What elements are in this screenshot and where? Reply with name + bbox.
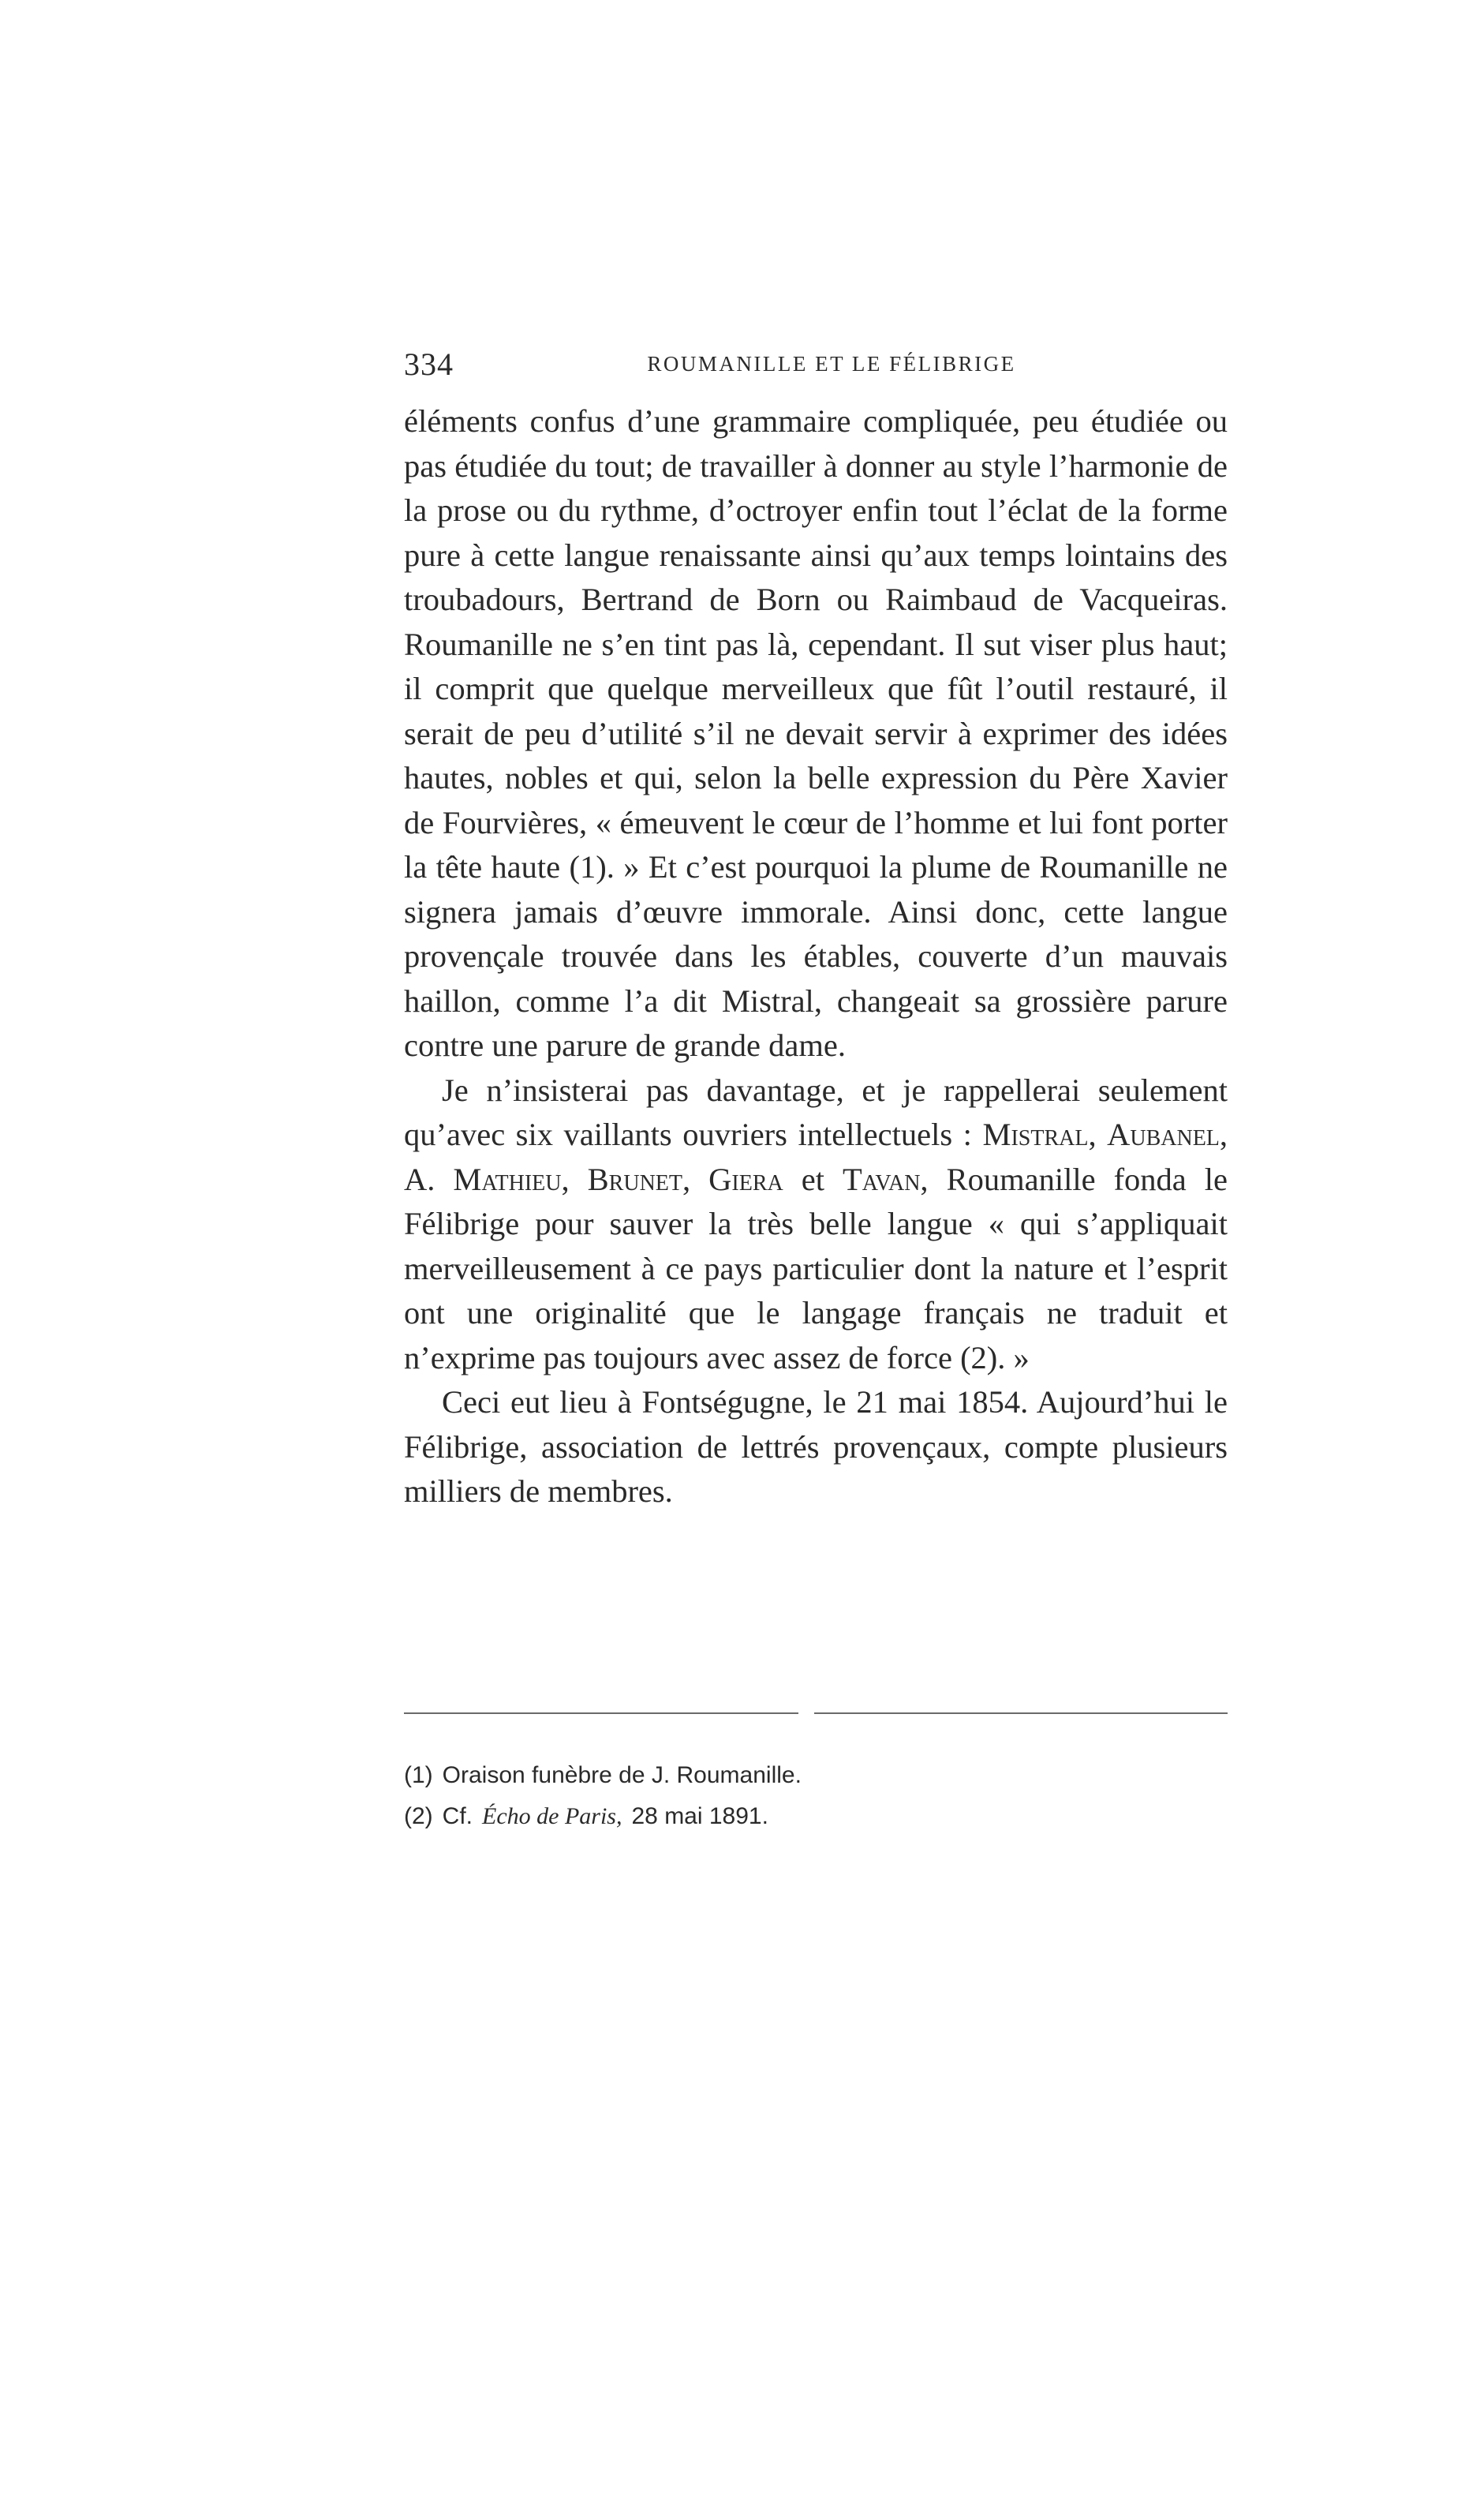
paragraph-3: Ceci eut lieu à Fontségugne, le 21 mai 1854. Aujourd’hui le Félibrige, association de lettrés provençaux, compte plusieurs milliers de membres. [404, 1384, 1228, 1509]
footnote-2-prefix: Cf. [442, 1803, 473, 1829]
paragraph-2-rest: Roumanille fonda le Félibrige pour sauver la très belle langue « qui s’appliquait merveilleusement à ce pays particulier dont la nature et l’esprit ont une originalité que le langage français ne traduit et n’exprime pas toujours avec assez de force (2). » [404, 1161, 1228, 1375]
name-mistral: Mistral [982, 1117, 1089, 1152]
page-header [404, 346, 1228, 393]
page-number: 334 [404, 346, 454, 382]
footnotes [404, 1755, 1228, 1837]
separator-rule-left [404, 1712, 798, 1714]
name-aubanel: Aubanel [1107, 1117, 1220, 1152]
footnote-separator [404, 1712, 1228, 1716]
name-giera: Giera [708, 1161, 783, 1197]
footnote-2 [404, 1796, 1228, 1837]
footnote-2-suffix: 28 mai 1891. [631, 1803, 768, 1829]
paragraph-2-intro: Je n’insisterai pas davantage, et je rappellerai seulement qu’avec six vaillants ouvriers intellectuels : [404, 1072, 1228, 1152]
footnote-2-marker: (2) [404, 1803, 433, 1829]
name-tavan: Tavan [843, 1161, 921, 1197]
running-title: ROUMANILLE ET LE FÉLIBRIGE [647, 352, 1016, 376]
body-text [404, 399, 1228, 1514]
paragraph-2: Je n’insisterai pas davantage, et je rappellerai seulement qu’avec six vaillants ouvriers intellectuels : Mistral, Aubanel, A. Mathieu, Brunet, Giera et Tavan, Roumanille fonda le Félibrige pour sauver la très belle langue « qui s’appliquait merveilleusement à ce pays particulier dont la nature et l’esprit ont une originalité que le langage français ne traduit et n’exprime pas toujours avec assez de force (2). » [404, 1072, 1228, 1375]
footnote-1-text: Oraison funèbre de J. Roumanille. [442, 1762, 802, 1788]
footnote-2-title: Écho de Paris, [482, 1803, 622, 1829]
footnote-1-marker: (1) [404, 1762, 433, 1788]
paragraph-1: éléments confus d’une grammaire compliquée, peu étudiée ou pas étudiée du tout; de travailler à donner au style l’harmonie de la prose ou du rythme, d’octroyer enfin tout l’éclat de la forme pure à cette langue renaissante ainsi qu’aux temps lointains des troubadours, Bertrand de Born ou Raimbaud de Vacqueiras. Roumanille ne s’en tint pas là, cependant. Il sut viser plus haut; il comprit que quelque merveilleux que fût l’outil restauré, il serait de peu d’utilité s’il ne devait servir à exprimer des idées hautes, nobles et qui, selon la belle expression du Père Xavier de Fourvières, « émeuvent le cœur de l’homme et lui font porter la tête haute (1). » Et c’est pourquoi la plume de Roumanille ne signera jamais d’œuvre immorale. Ainsi donc, cette langue provençale trouvée dans les étables, couverte d’un mauvais haillon, comme l’a dit Mistral, changeait sa grossière parure contre une parure de grande dame. [404, 403, 1228, 1063]
separator-rule-right [814, 1712, 1228, 1714]
name-mathieu: A. Mathieu [404, 1161, 562, 1197]
name-brunet: Brunet [587, 1161, 682, 1197]
footnote-1 [404, 1755, 1228, 1796]
